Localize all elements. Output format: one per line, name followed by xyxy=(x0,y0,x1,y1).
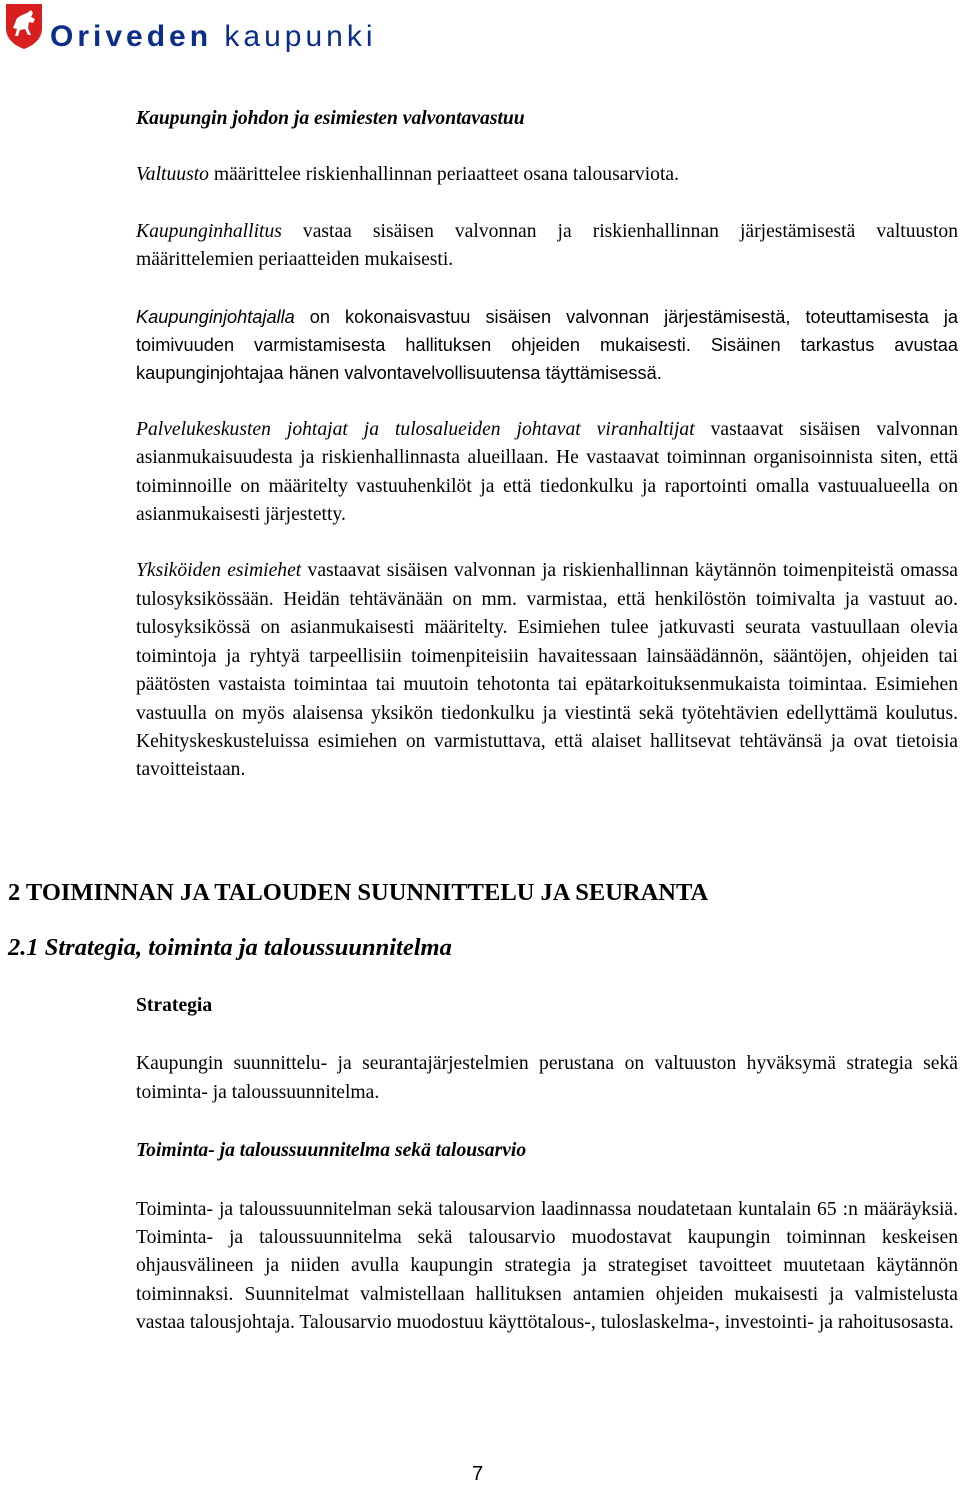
paragraph-text: vastaavat sisäisen valvonnan asianmukaisuudesta ja riskienhallinnasta alueillaan. He vastaavat toiminnan organisoinnista siten, että toiminnoille on määritelty vastuuhenkilöt ja että tiedonkulku ja raportointi omalla vastuualueella on asianmukaisesti järjestetty. xyxy=(136,418,958,526)
paragraph-subject: Kaupunginhallitus xyxy=(136,220,282,242)
coat-of-arms-icon xyxy=(4,2,44,50)
paragraph-text: vastaa sisäisen valvonnan ja riskienhallinnan järjestämisestä valtuuston määrittelemien periaatteiden mukaisesti. xyxy=(136,220,958,271)
plan-heading: Toiminta- ja taloussuunnitelma sekä talousarvio xyxy=(136,1140,527,1162)
section-control-responsibility xyxy=(136,105,958,785)
plan-paragraph: Toiminta- ja taloussuunnitelman sekä talousarvion laadinnassa noudatetaan kuntalain 65 :n määräyksiä. Toiminta- ja taloussuunnitelma sekä talousarvio muodostavat kaupungin toiminnan keskeisen ohjausvälineen ja niiden avulla kaupungin strategia ja strategiset tavoitteet muutetaan käytännön toiminnaksi. Suunnitelmat valmistellaan hallituksen antamien ohjeiden mukaisesti ja valmistelusta vastaa talousjohtaja. Talousarvio muodostuu käyttötalous-, tuloslaskelma-, investointi- ja rahoitusosasta. xyxy=(136,1198,958,1334)
page-header xyxy=(4,2,464,52)
paragraph-esimiehet xyxy=(136,557,958,784)
strategia-paragraph: Kaupungin suunnittelu- ja seurantajärjestelmien perustana on valtuuston hyväksymä strategia sekä toiminta- ja taloussuunnitelma. xyxy=(136,1053,958,1103)
paragraph-text: määrittelee riskienhallinnan periaatteet osana talousarviota. xyxy=(208,164,680,186)
paragraph-text: on kokonaisvastuu sisäisen valvonnan järjestämisestä, toteuttamisesta ja toimivuuden varmistamisesta hallituksen ohjeiden mukaisesti. Sisäinen tarkastus avustaa kaupunginjohtajaa hänen valvontavelvollisuutensa täyttämisessä. xyxy=(136,306,958,384)
paragraph-subject: Yksiköiden esimiehet xyxy=(136,560,302,582)
section-strategy xyxy=(136,992,958,1338)
paragraph-palvelukeskukset xyxy=(136,416,958,530)
paragraph-valtuusto xyxy=(136,161,958,189)
chapter-heading: 2 TOIMINNAN JA TALOUDEN SUUNNITTELU JA SEURANTA xyxy=(8,879,709,906)
section-heading: Kaupungin johdon ja esimiesten valvontavastuu xyxy=(136,108,525,129)
city-logo-text xyxy=(50,20,377,54)
logo-light-text: kaupunki xyxy=(224,20,377,53)
page-number: 7 xyxy=(472,1463,484,1485)
paragraph-subject: Palvelukeskusten johtajat ja tulosalueiden johtavat viranhaltijat xyxy=(136,418,695,440)
paragraph-subject: Kaupunginjohtajalla xyxy=(136,306,295,327)
strategia-heading: Strategia xyxy=(136,995,213,1016)
paragraph-subject: Valtuusto xyxy=(136,164,209,186)
logo-bold-text: Oriveden xyxy=(50,20,213,53)
paragraph-kaupunginjohtaja xyxy=(136,303,958,388)
section-title: 2.1 Strategia, toiminta ja taloussuunnitelma xyxy=(8,934,452,961)
paragraph-kaupunginhallitus xyxy=(136,218,958,275)
paragraph-text: vastaavat sisäisen valvonnan ja riskienhallinnan käytännön toimenpiteistä omassa tulosyksikössään. Heidän tehtävänään on mm. varmistaa, että henkilöstön toimivalta ja vastuut ao. tulosyksikössä on asianmukaisesti määritelty. Esimiehen tulee jatkuvasti seurata vastuullaan olevia toimintoja ja ryhtyä tarpeellisiin toimenpiteisiin havaitessaan lainsäädännön, sääntöjen, ohjeiden tai päätösten vastaista toimintaa tai muutoin tehotonta tai epätarkoituksenmukaista toimintaa. Esimiehen vastuulla on myös alaisensa yksikön tiedonkulku ja viestintä sekä työtehtävien edellyttämä koulutus. Kehityskeskusteluissa esimiehen on varmistuttava, että alaiset hallitsevat tehtävänsä ja ovat tietoisia tavoitteistaan. xyxy=(136,560,958,781)
